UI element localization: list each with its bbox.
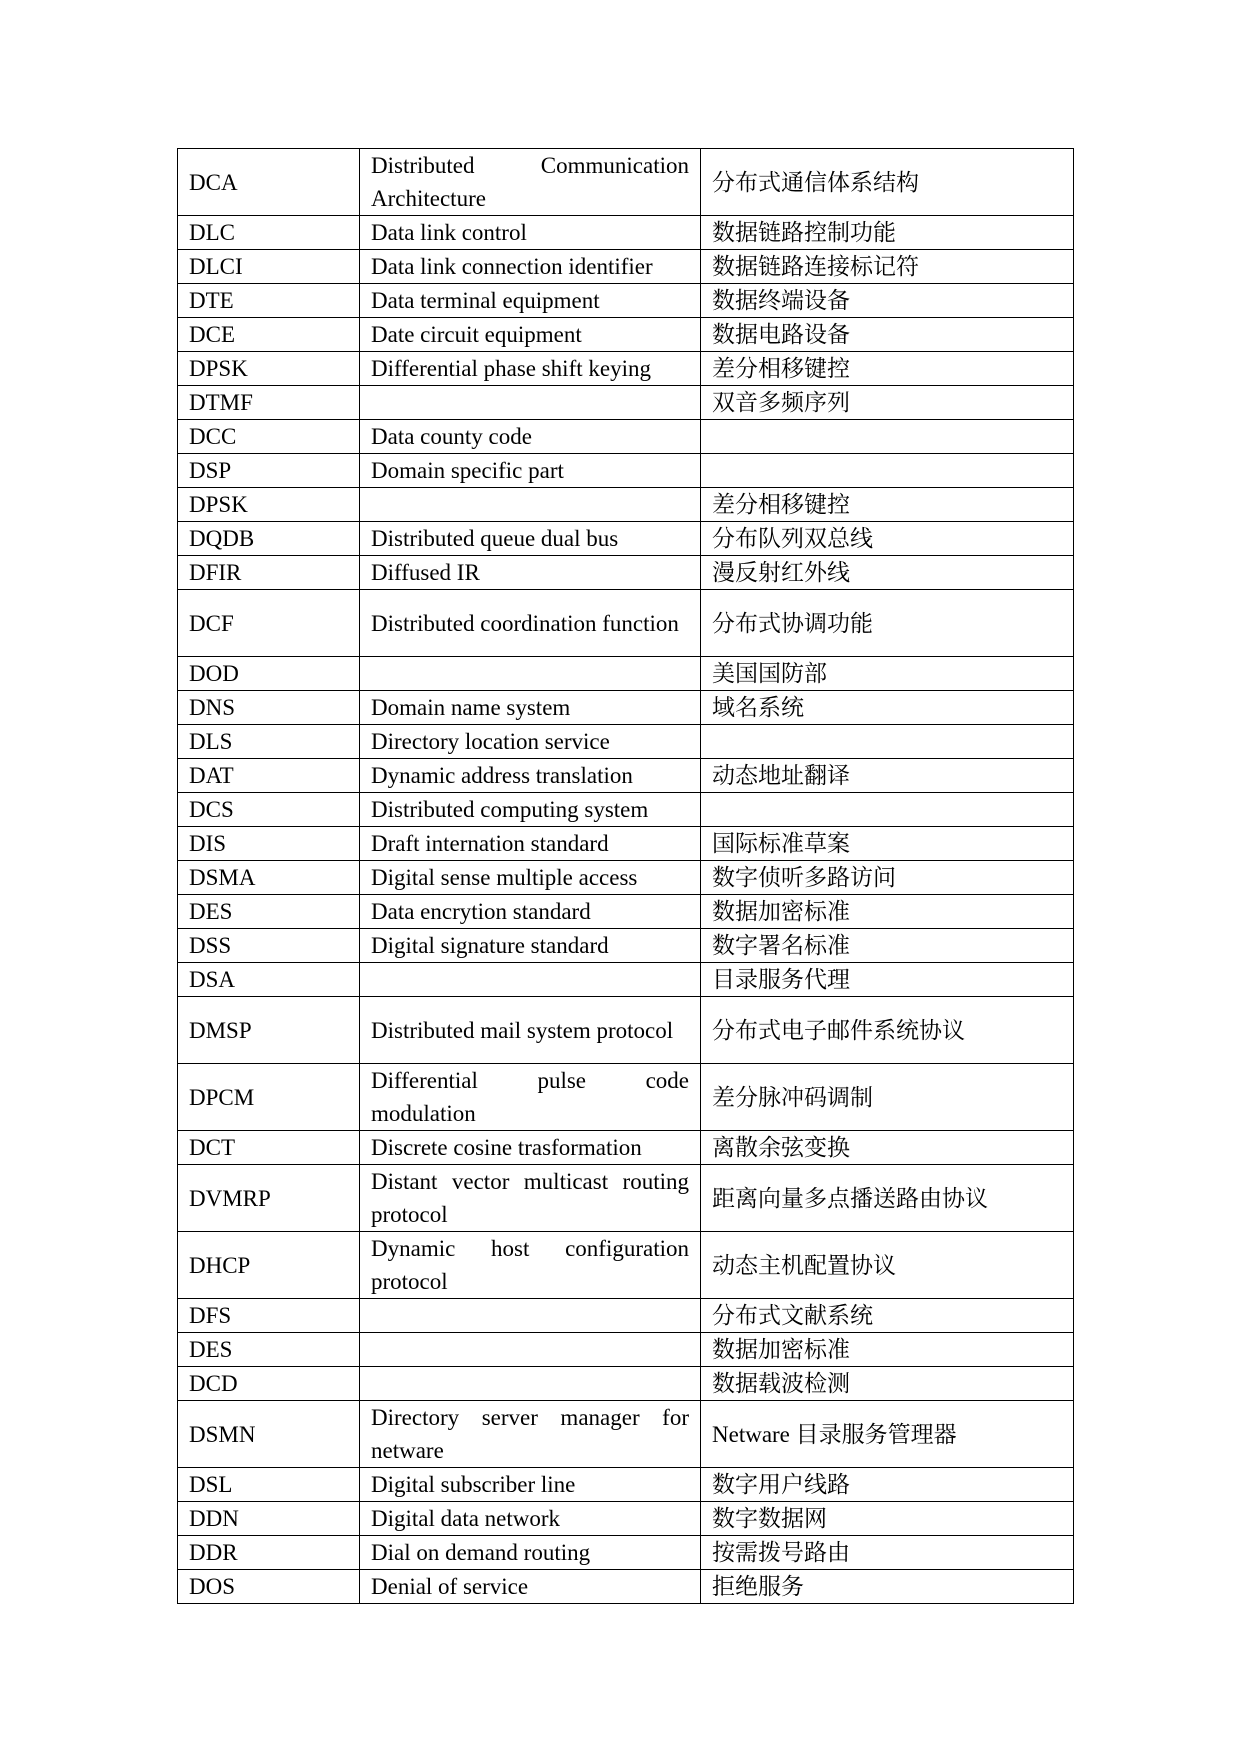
abbreviation-cell: DAT: [178, 759, 360, 793]
english-term-cell: Distributed queue dual bus: [360, 522, 701, 556]
chinese-term-cell: 动态地址翻译: [701, 759, 1074, 793]
abbreviation-cell: DVMRP: [178, 1165, 360, 1232]
english-term-cell: Data link connection identifier: [360, 250, 701, 284]
abbreviation-cell: DMSP: [178, 997, 360, 1064]
table-row: [178, 1401, 1074, 1468]
abbreviation-cell: DFIR: [178, 556, 360, 590]
english-term-cell: Distributed Communication Architecture: [360, 149, 701, 216]
english-term-cell: [360, 963, 701, 997]
abbreviation-cell: DPSK: [178, 488, 360, 522]
abbreviation-cell: DTMF: [178, 386, 360, 420]
chinese-term-cell: 动态主机配置协议: [701, 1232, 1074, 1299]
english-term-cell: [360, 1333, 701, 1367]
chinese-term-cell: 按需拨号路由: [701, 1536, 1074, 1570]
chinese-term-cell: 国际标准草案: [701, 827, 1074, 861]
english-term-cell: Data link control: [360, 216, 701, 250]
english-term-cell: Distant vector multicast routing protocol: [360, 1165, 701, 1232]
abbreviation-cell: DTE: [178, 284, 360, 318]
chinese-term-cell: 数据载波检测: [701, 1367, 1074, 1401]
chinese-term-cell: 数字侦听多路访问: [701, 861, 1074, 895]
table-row: [178, 250, 1074, 284]
english-term-cell: [360, 1299, 701, 1333]
table-row: [178, 1232, 1074, 1299]
table-row: [178, 420, 1074, 454]
chinese-term-cell: [701, 793, 1074, 827]
table-row: [178, 556, 1074, 590]
table-row: [178, 216, 1074, 250]
abbreviation-cell: DSP: [178, 454, 360, 488]
english-term-cell: [360, 657, 701, 691]
english-term-cell: Draft internation standard: [360, 827, 701, 861]
table-row: [178, 793, 1074, 827]
chinese-term-cell: 数字署名标准: [701, 929, 1074, 963]
english-term-cell: Digital sense multiple access: [360, 861, 701, 895]
table-row: [178, 657, 1074, 691]
table-row: [178, 827, 1074, 861]
english-term-cell: Digital data network: [360, 1502, 701, 1536]
english-term-cell: Distributed coordination function: [360, 590, 701, 657]
table-row: [178, 149, 1074, 216]
table-row: [178, 691, 1074, 725]
table-row: [178, 1468, 1074, 1502]
english-term-cell: Denial of service: [360, 1570, 701, 1604]
chinese-term-cell: 分布式通信体系结构: [701, 149, 1074, 216]
table-row: [178, 963, 1074, 997]
chinese-term-cell: [701, 454, 1074, 488]
chinese-term-cell: 美国国防部: [701, 657, 1074, 691]
abbreviation-cell: DSA: [178, 963, 360, 997]
chinese-term-cell: 数据加密标准: [701, 1333, 1074, 1367]
chinese-term-cell: 分布式文献系统: [701, 1299, 1074, 1333]
table-row: [178, 352, 1074, 386]
chinese-term-cell: 数据电路设备: [701, 318, 1074, 352]
english-term-cell: Dynamic address translation: [360, 759, 701, 793]
english-term-cell: Domain name system: [360, 691, 701, 725]
english-term-cell: Distributed computing system: [360, 793, 701, 827]
chinese-term-cell: 目录服务代理: [701, 963, 1074, 997]
table-row: [178, 1333, 1074, 1367]
glossary-table: [177, 148, 1074, 1604]
english-term-cell: Directory location service: [360, 725, 701, 759]
chinese-term-cell: 分布队列双总线: [701, 522, 1074, 556]
abbreviation-cell: DSMA: [178, 861, 360, 895]
chinese-term-cell: 差分相移键控: [701, 488, 1074, 522]
chinese-term-cell: 数据终端设备: [701, 284, 1074, 318]
abbreviation-cell: DNS: [178, 691, 360, 725]
abbreviation-cell: DES: [178, 1333, 360, 1367]
table-row: [178, 1064, 1074, 1131]
english-term-cell: Distributed mail system protocol: [360, 997, 701, 1064]
abbreviation-cell: DQDB: [178, 522, 360, 556]
chinese-term-cell: 域名系统: [701, 691, 1074, 725]
table-row: [178, 1536, 1074, 1570]
english-term-cell: [360, 1367, 701, 1401]
abbreviation-cell: DDN: [178, 1502, 360, 1536]
english-term-cell: [360, 386, 701, 420]
table-row: [178, 759, 1074, 793]
abbreviation-cell: DLCI: [178, 250, 360, 284]
abbreviation-cell: DCE: [178, 318, 360, 352]
abbreviation-cell: DFS: [178, 1299, 360, 1333]
table-row: [178, 725, 1074, 759]
abbreviation-cell: DES: [178, 895, 360, 929]
table-row: [178, 1570, 1074, 1604]
chinese-term-cell: 数字用户线路: [701, 1468, 1074, 1502]
english-term-cell: Differential pulse code modulation: [360, 1064, 701, 1131]
english-term-cell: Domain specific part: [360, 454, 701, 488]
abbreviation-cell: DCS: [178, 793, 360, 827]
chinese-term-cell: 差分脉冲码调制: [701, 1064, 1074, 1131]
english-term-cell: Date circuit equipment: [360, 318, 701, 352]
chinese-term-cell: 数据加密标准: [701, 895, 1074, 929]
english-term-cell: Differential phase shift keying: [360, 352, 701, 386]
table-row: [178, 488, 1074, 522]
table-row: [178, 1502, 1074, 1536]
table-row: [178, 386, 1074, 420]
english-term-cell: Dial on demand routing: [360, 1536, 701, 1570]
table-row: [178, 929, 1074, 963]
table-row: [178, 1131, 1074, 1165]
abbreviation-cell: DSL: [178, 1468, 360, 1502]
chinese-term-cell: 漫反射红外线: [701, 556, 1074, 590]
table-row: [178, 522, 1074, 556]
english-term-cell: Directory server manager for netware: [360, 1401, 701, 1468]
english-term-cell: [360, 488, 701, 522]
table-row: [178, 895, 1074, 929]
chinese-term-cell: 分布式电子邮件系统协议: [701, 997, 1074, 1064]
abbreviation-cell: DCF: [178, 590, 360, 657]
chinese-term-cell: 数据链路控制功能: [701, 216, 1074, 250]
chinese-term-cell: 双音多频序列: [701, 386, 1074, 420]
table-row: [178, 318, 1074, 352]
table-row: [178, 861, 1074, 895]
abbreviation-cell: DPCM: [178, 1064, 360, 1131]
chinese-term-cell: 拒绝服务: [701, 1570, 1074, 1604]
english-term-cell: Data encrytion standard: [360, 895, 701, 929]
table-row: [178, 454, 1074, 488]
abbreviation-cell: DCA: [178, 149, 360, 216]
chinese-term-cell: [701, 725, 1074, 759]
chinese-term-cell: 数字数据网: [701, 1502, 1074, 1536]
english-term-cell: Dynamic host configuration protocol: [360, 1232, 701, 1299]
table-row: [178, 997, 1074, 1064]
table-row: [178, 284, 1074, 318]
english-term-cell: Digital signature standard: [360, 929, 701, 963]
chinese-term-cell: Netware 目录服务管理器: [701, 1401, 1074, 1468]
document-page: [177, 148, 1073, 1604]
table-row: [178, 1367, 1074, 1401]
abbreviation-cell: DCT: [178, 1131, 360, 1165]
chinese-term-cell: 数据链路连接标记符: [701, 250, 1074, 284]
table-row: [178, 590, 1074, 657]
glossary-table-body: [178, 149, 1074, 1604]
english-term-cell: Digital subscriber line: [360, 1468, 701, 1502]
table-row: [178, 1299, 1074, 1333]
abbreviation-cell: DOS: [178, 1570, 360, 1604]
abbreviation-cell: DOD: [178, 657, 360, 691]
english-term-cell: Discrete cosine trasformation: [360, 1131, 701, 1165]
chinese-term-cell: [701, 420, 1074, 454]
chinese-term-cell: 分布式协调功能: [701, 590, 1074, 657]
abbreviation-cell: DDR: [178, 1536, 360, 1570]
chinese-term-cell: 差分相移键控: [701, 352, 1074, 386]
english-term-cell: Data terminal equipment: [360, 284, 701, 318]
abbreviation-cell: DCD: [178, 1367, 360, 1401]
abbreviation-cell: DIS: [178, 827, 360, 861]
chinese-term-cell: 距离向量多点播送路由协议: [701, 1165, 1074, 1232]
abbreviation-cell: DLC: [178, 216, 360, 250]
abbreviation-cell: DLS: [178, 725, 360, 759]
abbreviation-cell: DSS: [178, 929, 360, 963]
chinese-term-cell: 离散余弦变换: [701, 1131, 1074, 1165]
abbreviation-cell: DHCP: [178, 1232, 360, 1299]
abbreviation-cell: DPSK: [178, 352, 360, 386]
english-term-cell: Data county code: [360, 420, 701, 454]
table-row: [178, 1165, 1074, 1232]
abbreviation-cell: DSMN: [178, 1401, 360, 1468]
abbreviation-cell: DCC: [178, 420, 360, 454]
english-term-cell: Diffused IR: [360, 556, 701, 590]
